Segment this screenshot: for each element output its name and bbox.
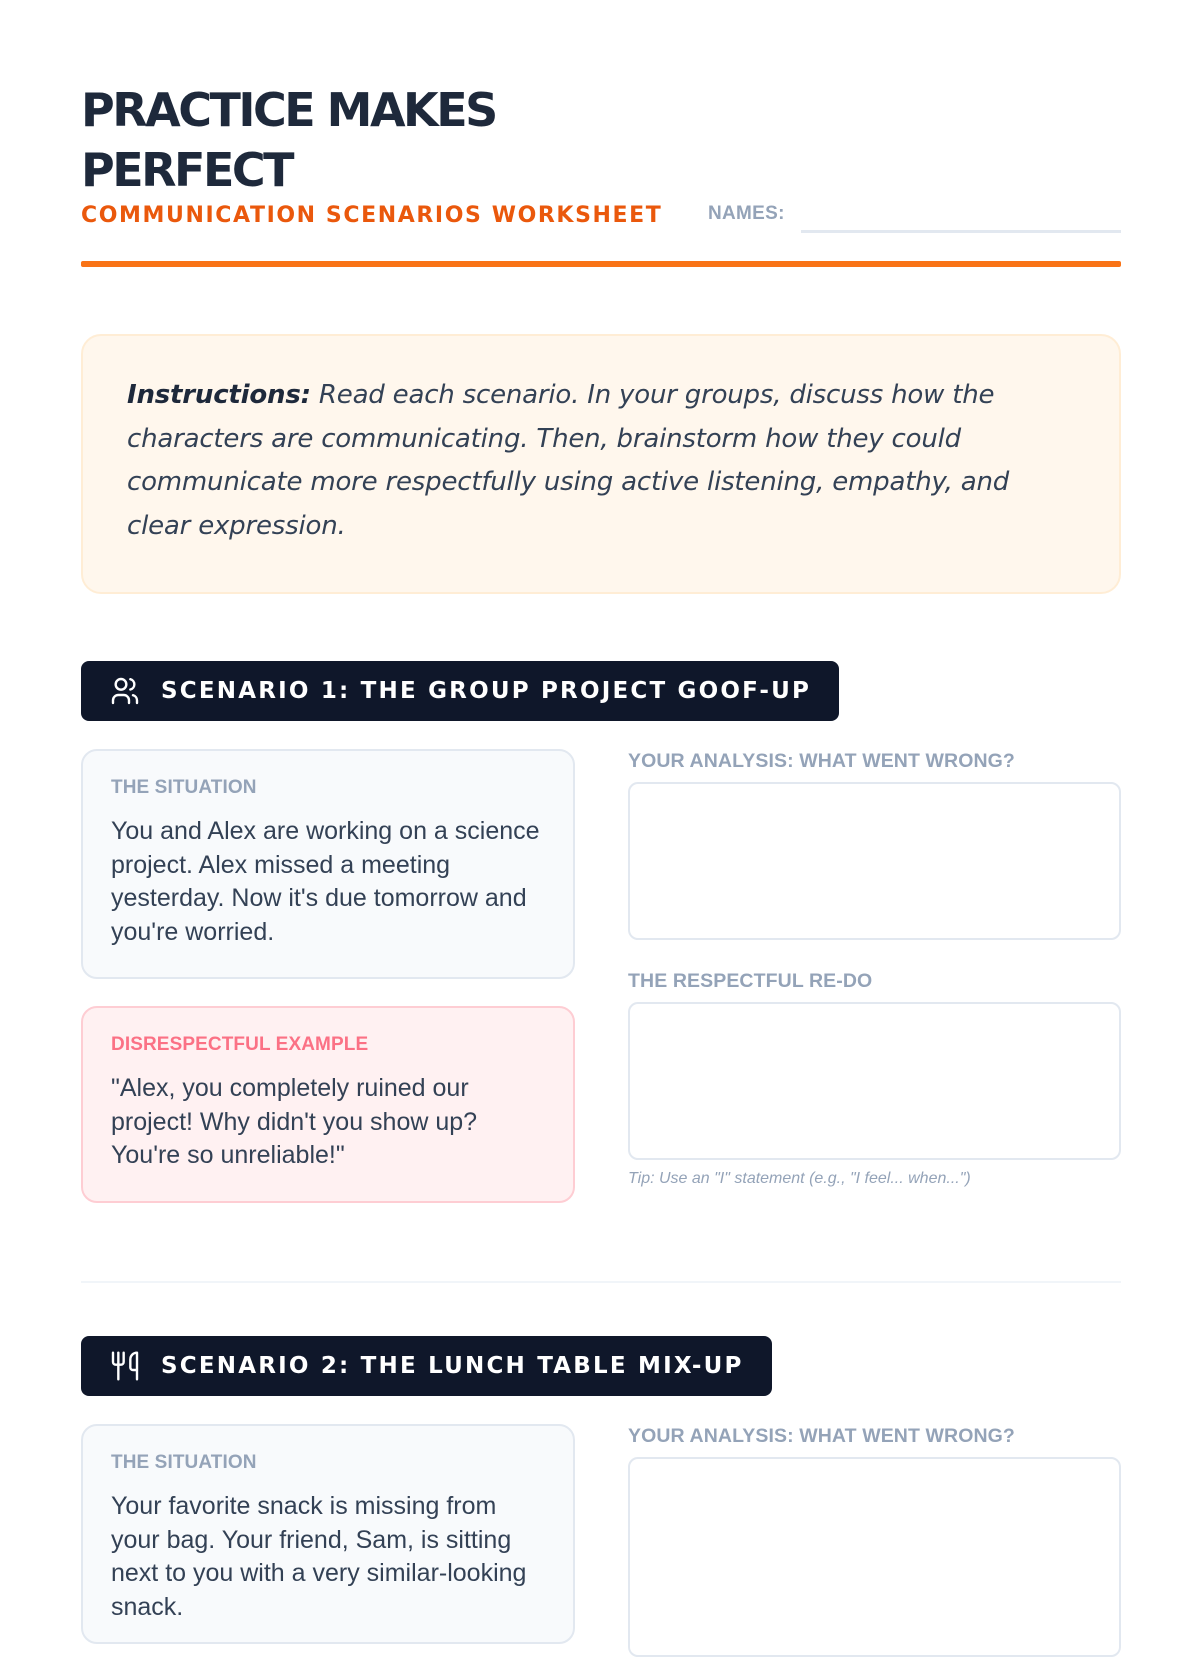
utensils-icon: [109, 1350, 141, 1382]
situation-text: Your favorite snack is missing from your bag. Your friend, Sam, is sitting next to you with a very similar-looking snack.: [111, 1492, 527, 1621]
users-icon: [109, 675, 141, 707]
disrespectful-text: "Alex, you completely ruined our project! Why didn't you show up? You're so unreliable!": [111, 1074, 478, 1169]
scenario-2-header: [81, 1336, 772, 1396]
instructions-text: Read each scenario. In your groups, discuss how the characters are communicating. Then, brainstorm how they could communicate more respectfully using active listening, empathy, and clear expression.: [127, 380, 1010, 541]
scenario-1-disrespectful-card: [81, 1006, 575, 1203]
names-label: NAMES:: [708, 203, 785, 224]
scenario-1-situation-card: [81, 749, 575, 979]
scenario-2-title: SCENARIO 2: THE LUNCH TABLE MIX-UP: [161, 1353, 744, 1379]
scenario-1-redo-box[interactable]: [628, 1002, 1121, 1160]
situation-label: THE SITUATION: [111, 777, 257, 798]
names-field[interactable]: [801, 230, 1121, 233]
scenario-1-header: [81, 661, 839, 721]
situation-text: You and Alex are working on a science project. Alex missed a meeting yesterday. Now it's due tomorrow and you're worried.: [111, 817, 540, 946]
instructions-lead: Instructions:: [127, 380, 311, 410]
scenario-2-situation-card: [81, 1424, 575, 1644]
page-subtitle: COMMUNICATION SCENARIOS WORKSHEET: [81, 203, 663, 228]
disrespectful-label: DISRESPECTFUL EXAMPLE: [111, 1034, 369, 1055]
analysis-label: YOUR ANALYSIS: WHAT WENT WRONG?: [628, 750, 1015, 772]
instructions-paragraph: [127, 374, 1075, 548]
redo-label: THE RESPECTFUL RE-DO: [628, 970, 873, 992]
page-title: PRACTICE MAKES PERFECT: [81, 83, 496, 197]
header-divider: [81, 261, 1121, 267]
tip-text: Tip: Use an "I" statement (e.g., "I feel... when..."): [628, 1170, 971, 1187]
scenario-2-analysis-box[interactable]: [628, 1457, 1121, 1657]
section-divider: [81, 1281, 1121, 1283]
instructions-box: [81, 334, 1121, 594]
situation-label: THE SITUATION: [111, 1452, 257, 1473]
analysis-label: YOUR ANALYSIS: WHAT WENT WRONG?: [628, 1425, 1015, 1447]
scenario-1-analysis-box[interactable]: [628, 782, 1121, 940]
scenario-1-title: SCENARIO 1: THE GROUP PROJECT GOOF-UP: [161, 678, 812, 704]
